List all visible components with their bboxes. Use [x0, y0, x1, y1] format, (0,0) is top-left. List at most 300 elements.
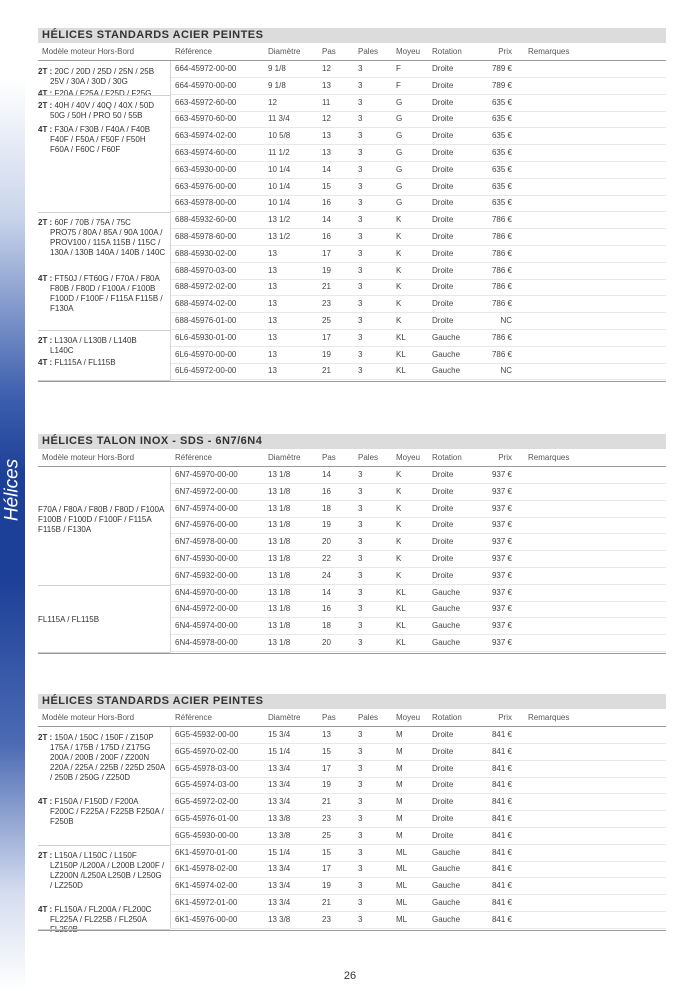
diametre-cell: 15 3/4	[268, 730, 291, 739]
prix-cell: 635 €	[491, 148, 512, 157]
table-row	[170, 811, 666, 828]
rotation-cell: Droite	[432, 282, 454, 292]
moyeu-cell: K	[396, 316, 402, 325]
engine-models: F150A / F150D / F200A	[54, 797, 139, 806]
rotation-cell: Droite	[432, 131, 454, 141]
pales-cell: 3	[358, 621, 363, 631]
reference-cell: 6L6-45970-00-00	[175, 349, 237, 359]
diametre-cell: 13	[268, 248, 277, 258]
prix-cell: 786 €	[491, 232, 512, 241]
group-separator	[38, 585, 170, 586]
moyeu-cell: F	[396, 64, 401, 73]
engine-models: L130A / L130B / L140B	[54, 335, 137, 345]
reference-cell: 6G5-45932-00-00	[175, 730, 239, 739]
reference-cell: 6K1-45972-01-00	[175, 898, 238, 907]
pas-cell: 17	[322, 763, 331, 773]
prix-cell: 841 €	[491, 881, 512, 891]
pas-cell: 16	[322, 604, 331, 614]
pales-cell: 3	[358, 248, 363, 258]
model-list	[38, 358, 166, 368]
moyeu-cell: KL	[396, 349, 406, 359]
prix-cell: 937 €	[491, 621, 512, 631]
reference-cell: 6N4-45972-00-00	[175, 604, 238, 614]
table-row	[170, 601, 666, 618]
pales-cell: 3	[358, 746, 363, 756]
pales-cell: 3	[358, 114, 363, 124]
pas-cell: 11	[322, 97, 331, 107]
table-body	[38, 61, 666, 382]
prix-cell: 789 €	[491, 64, 512, 73]
reference-cell: 6N7-45930-00-00	[175, 554, 238, 563]
prix-cell: 635 €	[491, 181, 512, 191]
moyeu-cell: K	[396, 503, 402, 513]
pas-cell: 23	[322, 814, 331, 823]
model-list	[38, 274, 166, 314]
pales-cell: 3	[358, 148, 363, 157]
diametre-cell: 11 1/2	[268, 148, 290, 157]
engine-models: 60F / 70B / 75A / 75C	[54, 218, 131, 228]
header-ref: Référence	[175, 453, 212, 462]
rotation-cell: Droite	[432, 814, 454, 823]
prix-cell: 841 €	[491, 847, 512, 857]
prix-cell: 841 €	[491, 763, 512, 773]
pales-cell: 3	[358, 97, 363, 107]
pas-cell: 16	[322, 198, 331, 208]
diametre-cell: 13 1/8	[268, 604, 291, 614]
rotation-cell: Droite	[432, 730, 454, 739]
header-pas: Pas	[322, 713, 336, 722]
reference-cell: 663-45972-60-00	[175, 97, 237, 107]
column-divider	[170, 467, 171, 652]
reference-cell: 688-45932-60-00	[175, 215, 237, 225]
pas-cell: 24	[322, 570, 331, 580]
prix-cell: 635 €	[491, 131, 512, 141]
pas-cell: 25	[322, 830, 331, 840]
table-row	[170, 794, 666, 811]
diametre-cell: 13 3/4	[268, 881, 291, 891]
pas-cell: 19	[322, 780, 331, 790]
header-model: Modèle moteur Hors-Bord	[42, 453, 135, 462]
pas-cell: 19	[322, 520, 331, 530]
engine-models: 150A / 150C / 150F / Z150P	[54, 733, 154, 742]
table-row	[170, 761, 666, 778]
pas-cell: 12	[322, 114, 331, 124]
diametre-cell: 13	[268, 299, 277, 309]
diametre-cell: 13 3/4	[268, 763, 291, 773]
moyeu-cell: KL	[396, 332, 406, 342]
pales-cell: 3	[358, 570, 363, 580]
reference-cell: 663-45974-02-00	[175, 131, 237, 141]
engine-models-continued: F200C / F225A / F225B F250A / F250B	[50, 807, 164, 826]
pales-cell: 3	[358, 604, 363, 614]
pales-cell: 3	[358, 587, 363, 597]
engine-models: F20A / F25A / F25D / F25G	[54, 89, 152, 98]
reference-cell: 6N7-45970-00-00	[175, 470, 238, 479]
diametre-cell: 13	[268, 316, 277, 325]
diametre-cell: 13 1/8	[268, 621, 291, 631]
rotation-cell: Droite	[432, 830, 454, 840]
table-row	[170, 568, 666, 585]
pales-cell: 3	[358, 914, 363, 924]
rotation-cell: Droite	[432, 97, 454, 107]
model-list	[38, 218, 166, 258]
prix-cell: 841 €	[491, 797, 512, 807]
table-row	[170, 534, 666, 551]
pas-cell: 13	[322, 80, 331, 90]
diametre-cell: 13	[268, 332, 277, 342]
table-row	[170, 296, 666, 313]
rotation-cell: Droite	[432, 746, 454, 756]
pas-cell: 16	[322, 232, 331, 241]
prix-cell: 786 €	[491, 349, 512, 359]
prix-cell: 786 €	[491, 299, 512, 309]
table-row	[170, 828, 666, 845]
reference-cell: 688-45970-03-00	[175, 265, 237, 275]
engine-type-prefix: 4T :	[38, 797, 53, 806]
group-separator	[38, 212, 170, 213]
pales-cell: 3	[358, 847, 363, 857]
model-list	[38, 505, 166, 535]
group-separator	[38, 845, 170, 846]
moyeu-cell: M	[396, 797, 403, 807]
pas-cell: 20	[322, 638, 331, 647]
moyeu-cell: ML	[396, 914, 408, 924]
table-row	[170, 635, 666, 652]
header-remarques: Remarques	[528, 453, 570, 462]
pales-cell: 3	[358, 864, 363, 874]
engine-type-prefix: 4T :	[38, 904, 53, 914]
model-list	[38, 125, 166, 155]
engine-models-continued: LZ150P /L200A / L200B L200F / LZ200N /L250A L250B / L250G / LZ250D	[50, 860, 165, 890]
engine-models-continued: PRO75 / 80A / 85A / 90A 100A / PROV100 / 115A 115B / 115C / 130A / 130B 140A / 140B / 140C	[50, 228, 166, 258]
header-dia: Diamètre	[268, 47, 301, 56]
table-row	[170, 845, 666, 862]
engine-type-prefix: 2T :	[38, 733, 53, 742]
pales-cell: 3	[358, 332, 363, 342]
model-list	[38, 615, 166, 625]
table-row	[170, 313, 666, 330]
prix-cell: 937 €	[491, 486, 512, 496]
pales-cell: 3	[358, 537, 363, 547]
header-prix: Prix	[498, 453, 512, 462]
reference-cell: 6K1-45974-02-00	[175, 881, 238, 891]
reference-cell: 6L6-45930-01-00	[175, 332, 237, 342]
table-header	[38, 43, 666, 61]
pales-cell: 3	[358, 830, 363, 840]
prix-cell: 937 €	[491, 520, 512, 530]
pales-cell: 3	[358, 780, 363, 790]
rotation-cell: Gauche	[432, 914, 461, 924]
prix-cell: 786 €	[491, 282, 512, 292]
reference-cell: 6N4-45978-00-00	[175, 638, 238, 647]
engine-models: F70A / F80A / F80B / F80D / F100A F100B / F100D / F100F / F115A F115B / F130A	[38, 505, 164, 534]
rotation-cell: Droite	[432, 114, 454, 124]
engine-models-continued: L140C	[50, 345, 74, 355]
table-header	[38, 709, 666, 727]
moyeu-cell: G	[396, 198, 403, 208]
table-row	[170, 95, 666, 112]
pas-cell: 15	[322, 181, 331, 191]
header-ref: Référence	[175, 713, 212, 722]
pas-cell: 14	[322, 470, 331, 479]
page-number: 26	[343, 970, 357, 982]
rotation-cell: Gauche	[432, 587, 461, 597]
pas-cell: 21	[322, 366, 331, 376]
moyeu-cell: G	[396, 164, 403, 174]
reference-cell: 6N7-45972-00-00	[175, 486, 238, 496]
pales-cell: 3	[358, 503, 363, 513]
table-row	[170, 618, 666, 635]
reference-cell: 688-45974-02-00	[175, 299, 237, 309]
table-row	[170, 484, 666, 501]
moyeu-cell: KL	[396, 604, 406, 614]
pas-cell: 14	[322, 164, 331, 174]
engine-models: FT50J / FT60G / F70A / F80A	[54, 274, 160, 284]
moyeu-cell: F	[396, 80, 401, 90]
diametre-cell: 13 3/4	[268, 780, 291, 790]
pales-cell: 3	[358, 898, 363, 907]
prix-cell: 841 €	[491, 730, 512, 739]
prix-cell: 786 €	[491, 248, 512, 258]
pales-cell: 3	[358, 164, 363, 174]
prix-cell: 841 €	[491, 830, 512, 840]
diametre-cell: 13 3/4	[268, 864, 291, 874]
diametre-cell: 10 1/4	[268, 164, 291, 174]
moyeu-cell: ML	[396, 864, 408, 874]
table-row	[170, 179, 666, 196]
header-remarques: Remarques	[528, 47, 570, 56]
reference-cell: 688-45972-02-00	[175, 282, 237, 292]
table-row	[170, 912, 666, 929]
group-separator	[38, 330, 170, 331]
moyeu-cell: G	[396, 114, 403, 124]
engine-models: FL115A / FL115B	[54, 357, 116, 367]
prix-cell: 841 €	[491, 814, 512, 823]
reference-cell: 6L6-45972-00-00	[175, 366, 237, 376]
table-row	[170, 551, 666, 568]
pas-cell: 23	[322, 914, 331, 924]
table-body	[38, 727, 666, 934]
prix-cell: 937 €	[491, 587, 512, 597]
pales-cell: 3	[358, 470, 363, 479]
diametre-cell: 11 3/4	[268, 114, 290, 124]
moyeu-cell: M	[396, 746, 403, 756]
reference-cell: 663-45974-60-00	[175, 148, 237, 157]
pas-cell: 13	[322, 148, 331, 157]
reference-cell: 6N4-45974-00-00	[175, 621, 238, 631]
reference-cell: 663-45970-60-00	[175, 114, 237, 124]
moyeu-cell: K	[396, 215, 402, 225]
moyeu-cell: M	[396, 780, 403, 790]
table-bottom-rule	[38, 930, 666, 931]
table-row	[170, 229, 666, 246]
section-title: HÉLICES STANDARDS ACIER PEINTES	[38, 694, 666, 709]
moyeu-cell: K	[396, 520, 402, 530]
table-row	[170, 162, 666, 179]
prix-cell: 635 €	[491, 198, 512, 208]
reference-cell: 6G5-45970-02-00	[175, 746, 239, 756]
pas-cell: 12	[322, 64, 331, 73]
table-bottom-rule	[38, 381, 666, 382]
table-row	[170, 246, 666, 263]
rotation-cell: Droite	[432, 763, 454, 773]
moyeu-cell: K	[396, 554, 402, 563]
header-moyeu: Moyeu	[396, 47, 421, 56]
moyeu-cell: G	[396, 148, 403, 157]
diametre-cell: 15 1/4	[268, 847, 291, 857]
diametre-cell: 9 1/8	[268, 80, 286, 90]
header-remarques: Remarques	[528, 713, 570, 722]
diametre-cell: 13 1/2	[268, 232, 291, 241]
rotation-cell: Gauche	[432, 604, 461, 614]
reference-cell: 6K1-45978-02-00	[175, 864, 238, 874]
prix-cell: 635 €	[491, 164, 512, 174]
product-section	[38, 434, 666, 654]
moyeu-cell: K	[396, 232, 402, 241]
engine-type-prefix: 2T :	[38, 850, 53, 860]
model-list	[38, 733, 166, 783]
pas-cell: 13	[322, 131, 331, 141]
pales-cell: 3	[358, 181, 363, 191]
pas-cell: 20	[322, 537, 331, 547]
table-header	[38, 449, 666, 467]
header-rotation: Rotation	[432, 453, 462, 462]
prix-cell: NC	[500, 316, 512, 325]
diametre-cell: 13 3/8	[268, 814, 291, 823]
header-dia: Diamètre	[268, 453, 301, 462]
moyeu-cell: K	[396, 470, 402, 479]
header-pas: Pas	[322, 453, 336, 462]
rotation-cell: Droite	[432, 780, 454, 790]
reference-cell: 6G5-45930-00-00	[175, 830, 239, 840]
rotation-cell: Droite	[432, 198, 454, 208]
diametre-cell: 13 1/8	[268, 470, 291, 479]
table-row	[170, 744, 666, 761]
engine-type-prefix: 4T :	[38, 274, 53, 284]
header-prix: Prix	[498, 47, 512, 56]
moyeu-cell: M	[396, 730, 403, 739]
rotation-cell: Gauche	[432, 349, 461, 359]
prix-cell: 635 €	[491, 97, 512, 107]
pas-cell: 25	[322, 316, 331, 325]
reference-cell: 6N7-45932-00-00	[175, 570, 238, 580]
reference-cell: 6G5-45976-01-00	[175, 814, 239, 823]
reference-cell: 663-45976-00-00	[175, 181, 237, 191]
table-row	[170, 777, 666, 794]
diametre-cell: 13 3/8	[268, 830, 291, 840]
prix-cell: 937 €	[491, 570, 512, 580]
prix-cell: 786 €	[491, 215, 512, 225]
engine-models-continued: 25V / 30A / 30D / 30G	[50, 77, 128, 86]
header-moyeu: Moyeu	[396, 713, 421, 722]
rotation-cell: Droite	[432, 797, 454, 807]
pales-cell: 3	[358, 366, 363, 376]
diametre-cell: 13 1/8	[268, 537, 291, 547]
pales-cell: 3	[358, 349, 363, 359]
rotation-cell: Gauche	[432, 898, 461, 907]
pales-cell: 3	[358, 797, 363, 807]
header-rotation: Rotation	[432, 713, 462, 722]
table-row	[170, 212, 666, 229]
moyeu-cell: ML	[396, 847, 408, 857]
engine-models: 20C / 20D / 25D / 25N / 25B	[54, 67, 155, 76]
moyeu-cell: K	[396, 537, 402, 547]
moyeu-cell: KL	[396, 587, 406, 597]
table-row	[170, 279, 666, 296]
moyeu-cell: K	[396, 248, 402, 258]
product-section	[38, 694, 666, 934]
header-rotation: Rotation	[432, 47, 462, 56]
table-row	[170, 263, 666, 280]
pas-cell: 19	[322, 349, 331, 359]
rotation-cell: Droite	[432, 164, 454, 174]
reference-cell: 6G5-45978-03-00	[175, 763, 239, 773]
rotation-cell: Gauche	[432, 621, 461, 631]
diametre-cell: 13 1/8	[268, 503, 291, 513]
pas-cell: 18	[322, 621, 331, 631]
diametre-cell: 13 1/8	[268, 486, 291, 496]
diametre-cell: 13 1/8	[268, 570, 291, 580]
prix-cell: 841 €	[491, 914, 512, 924]
moyeu-cell: K	[396, 282, 402, 292]
engine-models: L150A / L150C / L150F	[54, 850, 137, 860]
rotation-cell: Droite	[432, 80, 454, 90]
pas-cell: 19	[322, 265, 331, 275]
model-list	[38, 797, 166, 827]
pas-cell: 17	[322, 332, 331, 342]
rotation-cell: Droite	[432, 232, 454, 241]
pales-cell: 3	[358, 316, 363, 325]
prix-cell: 841 €	[491, 898, 512, 907]
rotation-cell: Droite	[432, 265, 454, 275]
diametre-cell: 13 3/4	[268, 797, 291, 807]
rotation-cell: Droite	[432, 148, 454, 157]
engine-type-prefix: 2T :	[38, 67, 53, 76]
header-moyeu: Moyeu	[396, 453, 421, 462]
diametre-cell: 13 1/2	[268, 215, 291, 225]
engine-type-prefix: 4T :	[38, 357, 53, 367]
prix-cell: 937 €	[491, 503, 512, 513]
pas-cell: 22	[322, 554, 331, 563]
moyeu-cell: G	[396, 181, 403, 191]
rotation-cell: Gauche	[432, 847, 461, 857]
prix-cell: 635 €	[491, 114, 512, 124]
sidebar-label: Hélices	[1, 458, 23, 522]
pales-cell: 3	[358, 554, 363, 563]
header-pales: Pales	[358, 453, 379, 462]
pales-cell: 3	[358, 730, 363, 739]
model-list	[38, 336, 166, 356]
prix-cell: 841 €	[491, 746, 512, 756]
table-row	[170, 78, 666, 95]
rotation-cell: Droite	[432, 537, 454, 547]
reference-cell: 6N4-45970-00-00	[175, 587, 238, 597]
diametre-cell: 9 1/8	[268, 64, 286, 73]
rotation-cell: Droite	[432, 215, 454, 225]
rotation-cell: Droite	[432, 486, 454, 496]
prix-cell: 937 €	[491, 470, 512, 479]
pales-cell: 3	[358, 80, 363, 90]
moyeu-cell: M	[396, 814, 403, 823]
table-row	[170, 347, 666, 364]
pas-cell: 21	[322, 898, 331, 907]
header-model: Modèle moteur Hors-Bord	[42, 713, 135, 722]
rotation-cell: Droite	[432, 299, 454, 309]
prix-cell: 937 €	[491, 554, 512, 563]
prix-cell: 937 €	[491, 537, 512, 547]
moyeu-cell: K	[396, 299, 402, 309]
rotation-cell: Droite	[432, 64, 454, 73]
